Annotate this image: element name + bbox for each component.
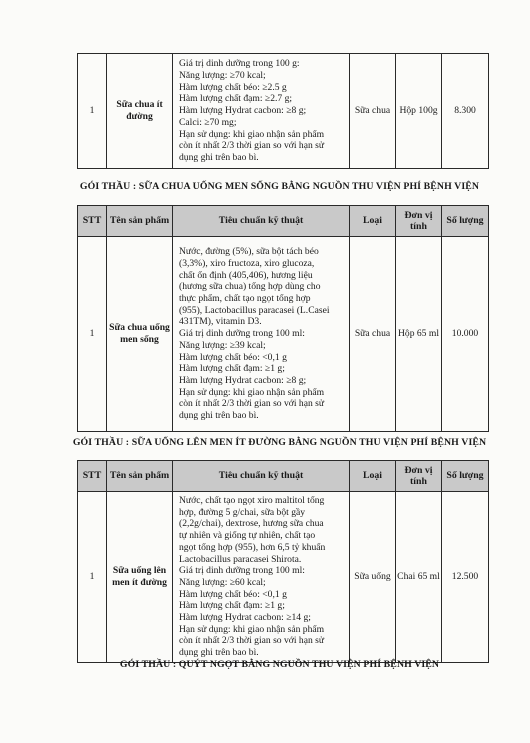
- spec-line: Nước, đường (5%), sữa bột tách béo: [179, 246, 319, 258]
- spec-line: (955), Lactobacillus paracasei (L.Casei: [179, 304, 330, 316]
- spec-line: tự nhiên và giống tự nhiên, chất tạo: [179, 530, 316, 542]
- spec-line: thực phẩm, chất tạo ngọt tổng hợp: [179, 293, 311, 305]
- spec-line: 431TM), vitamin D3.: [179, 316, 262, 328]
- table-header-row: [78, 461, 489, 492]
- header-quantity: Số lượng: [442, 461, 489, 492]
- type-cell: Sữa uống: [350, 492, 396, 663]
- spec-line: dụng ghi trên bao bì.: [179, 151, 259, 163]
- spec-line: Năng lượng: ≥60 kcal;: [179, 576, 266, 588]
- header-stt: STT: [78, 461, 107, 492]
- spec-line: Hàm lượng chất béo: ≥2.5 g: [179, 81, 287, 93]
- product-table-1: [77, 53, 489, 169]
- type-cell: Sữa chua: [350, 54, 396, 169]
- product-name-cell: Sữa chua ít đường: [107, 54, 173, 169]
- header-stt: STT: [78, 206, 107, 237]
- header-type: Loại: [350, 461, 396, 492]
- unit-cell: Chai 65 ml: [396, 492, 442, 663]
- spec-line: (hương sữa chua) tổng hợp dùng cho: [179, 281, 321, 293]
- product-table-3: [77, 460, 489, 663]
- spec-line: ngọt tổng hợp (955), hơn 6,5 tỷ khuẩn: [179, 541, 326, 553]
- spec-line: Năng lượng: ≥70 kcal;: [179, 70, 266, 82]
- spec-line: Hàm lượng Hydrat cacbon: ≥8 g;: [179, 105, 307, 117]
- spec-line: còn ít nhất 2/3 thời gian so với hạn sử: [179, 635, 325, 647]
- spec-line: Hàm lượng chất béo: <0,1 g: [179, 351, 287, 363]
- section-title-3: GÓI THẦU : SỮA UỐNG LÊN MEN ÍT ĐƯỜNG BẰNG NGUỒN THU VIỆN PHÍ BỆNH VIỆN: [72, 437, 487, 448]
- header-spec: Tiêu chuẩn kỹ thuật: [173, 461, 350, 492]
- spec-line: Lactobacillus paracasei Shirota.: [179, 553, 302, 565]
- unit-cell: Hộp 100g: [396, 54, 442, 169]
- spec-line: Hàm lượng Hydrat cacbon: ≥14 g;: [179, 612, 311, 624]
- product-name-cell: Sữa chua uống men sống: [107, 237, 173, 432]
- spec-line: hợp, đường 5 g/chai, sữa bột gầy: [179, 506, 306, 518]
- quantity-cell: 12.500: [442, 492, 489, 663]
- spec-line: Hạn sử dụng: khi giao nhận sản phẩm: [179, 623, 325, 635]
- spec-line: Hàm lượng chất đạm: ≥1 g;: [179, 600, 285, 612]
- table-row: [78, 237, 489, 432]
- header-type: Loại: [350, 206, 396, 237]
- stt-cell: 1: [78, 54, 107, 169]
- spec-line: Hàm lượng chất béo: <0,1 g: [179, 588, 287, 600]
- spec-line: Calci: ≥70 mg;: [179, 116, 237, 128]
- quantity-cell: 8.300: [442, 54, 489, 169]
- spec-line: dụng ghi trên bao bì.: [179, 647, 259, 659]
- header-quantity: Số lượng: [442, 206, 489, 237]
- spec-line: (3,3%), xiro fructoza, xiro glucoza,: [179, 257, 315, 269]
- quantity-cell: 10.000: [442, 237, 489, 432]
- spec-line: Năng lượng: ≥39 kcal;: [179, 339, 266, 351]
- spec-line: Nước, chất tạo ngọt xiro maltitol tổng: [179, 495, 325, 506]
- spec-line: còn ít nhất 2/3 thời gian so với hạn sử: [179, 398, 325, 410]
- spec-line: dụng ghi trên bao bì.: [179, 410, 259, 422]
- spec-line: Hàm lượng chất đạm: ≥1 g;: [179, 363, 285, 375]
- type-cell: Sữa chua: [350, 237, 396, 432]
- header-product-name: Tên sản phẩm: [107, 461, 173, 492]
- table-header-row: [78, 206, 489, 237]
- product-name-cell: Sữa uống lên men ít đường: [107, 492, 173, 663]
- spec-line: Hàm lượng chất đạm: ≥2.7 g;: [179, 93, 293, 105]
- spec-line: Hạn sử dụng: khi giao nhận sản phẩm: [179, 386, 325, 398]
- header-spec: Tiêu chuẩn kỹ thuật: [173, 206, 350, 237]
- section-title-2: GÓI THẦU : SỮA CHUA UỐNG MEN SỐNG BẰNG NGUỒN THU VIỆN PHÍ BỆNH VIỆN: [79, 181, 480, 192]
- spec-line: Giá trị dinh dưỡng trong 100 g:: [179, 58, 300, 70]
- spec-line: Hàm lượng Hydrat cacbon: ≥8 g;: [179, 374, 307, 386]
- table-row: [78, 54, 489, 169]
- header-unit: Đơn vị tính: [396, 206, 442, 237]
- spec-line: chất ổn định (405,406), hương liệu: [179, 269, 313, 281]
- spec-line: (2,2g/chai), dextrose, hương sữa chua: [179, 518, 324, 530]
- unit-cell: Hộp 65 ml: [396, 237, 442, 432]
- spec-cell: [173, 54, 350, 169]
- header-product-name: Tên sản phẩm: [107, 206, 173, 237]
- stt-cell: 1: [78, 492, 107, 663]
- spec-line: còn ít nhất 2/3 thời gian so với hạn sử: [179, 140, 325, 152]
- spec-line: Giá trị dinh dưỡng trong 100 ml:: [179, 328, 305, 340]
- table-row: [78, 492, 489, 663]
- section-title-4: GÓI THẦU : QUÝT NGỌT BẰNG NGUỒN THU VIỆN PHÍ BỆNH VIỆN: [119, 659, 440, 670]
- spec-cell: [173, 237, 350, 432]
- header-unit: Đơn vị tính: [396, 461, 442, 492]
- spec-cell: [173, 492, 350, 663]
- stt-cell: 1: [78, 237, 107, 432]
- spec-line: Hạn sử dụng: khi giao nhận sản phẩm: [179, 128, 325, 140]
- spec-line: Giá trị dinh dưỡng trong 100 ml:: [179, 565, 305, 577]
- product-table-2: [77, 205, 489, 432]
